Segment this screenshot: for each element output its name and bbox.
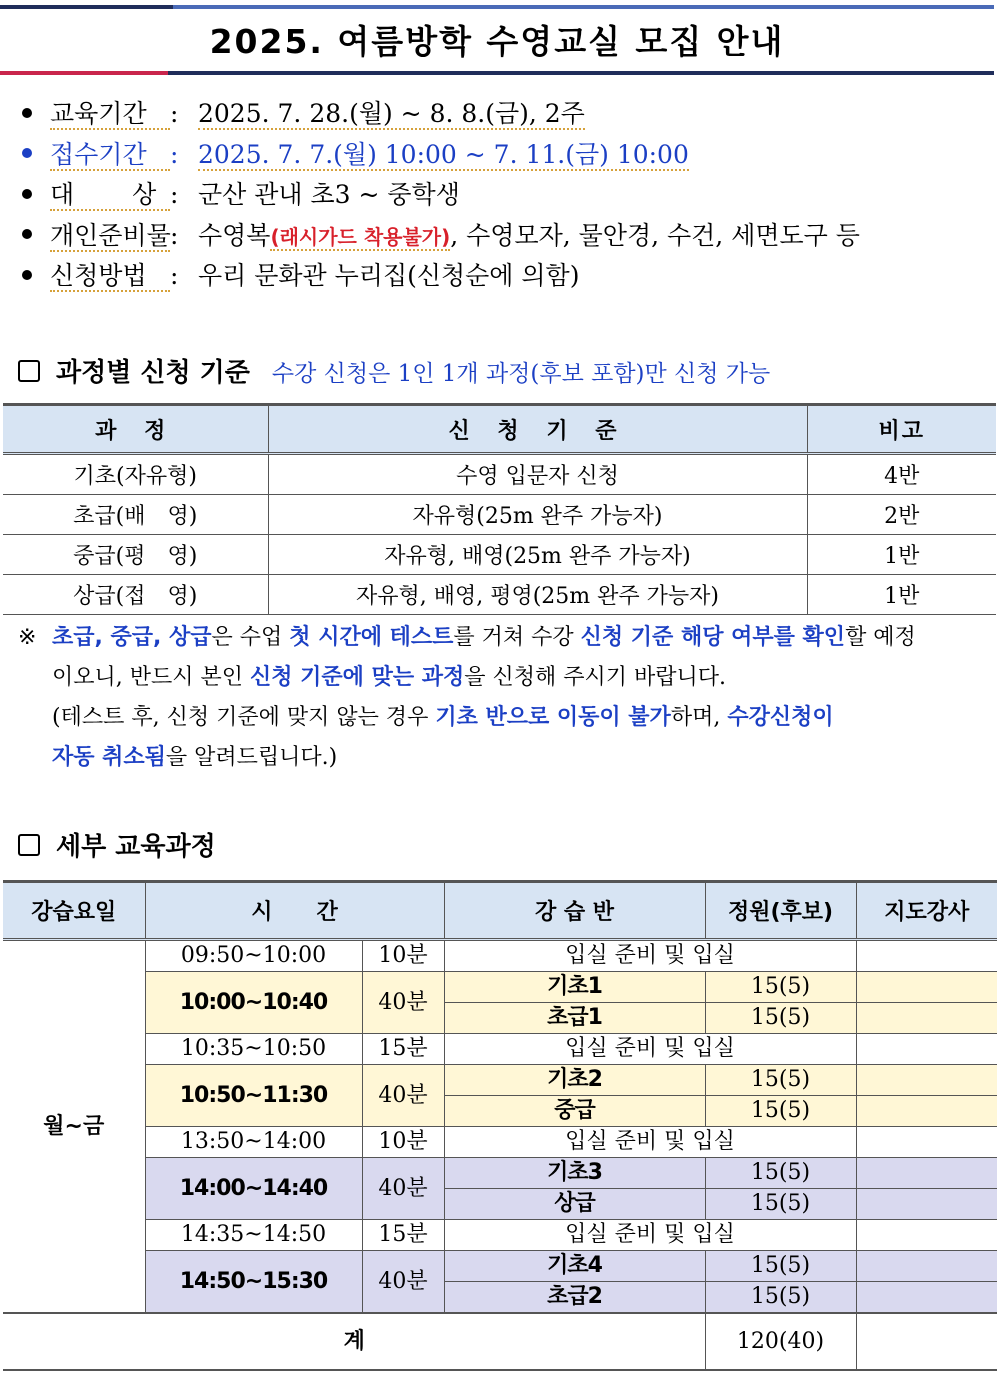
total-row: 계 120(40): [3, 1313, 997, 1370]
table-row: 월~금 09:50~10:00 10분 입실 준비 및 입실: [3, 940, 997, 972]
table-row: 10:50~11:30 40분 기초2 15(5): [3, 1065, 997, 1096]
table-row: 기초(자유형) 수영 입문자 신청 4반: [3, 454, 996, 495]
table-row: 초급1 15(5): [3, 1003, 997, 1034]
criteria-section-heading: 과정별 신청 기준 수강 신청은 1인 1개 과정(후보 포함)만 신청 가능: [18, 352, 770, 389]
info-list: [22, 94, 1002, 297]
info-item-target: 대 상 : 군산 관내 초3 ~ 중학생: [22, 175, 1002, 216]
table-row: 14:00~14:40 40분 기초3 15(5): [3, 1158, 997, 1189]
test-notice: ※ 초급, 중급, 상급은 수업 첫 시간에 테스트를 거쳐 수강 신청 기준 해당 여부를 확인할 예정 이오니, 반드시 본인 신청 기준에 맞는 과정을 신청해 주시기 바랍니다. (테스트 후, 신청 기준에 맞지 않는 경우 기초 반으로 이동이 불가하며, 수강신청이 자동 취소됨을 알려드립니다.): [18, 625, 916, 770]
table-row: 14:35~14:50 15분 입실 준비 및 입실: [3, 1220, 997, 1251]
table-header-row: 강습요일 시 간 강 습 반 정원(후보) 지도강사: [3, 882, 997, 940]
table-row: 10:35~10:50 15분 입실 준비 및 입실: [3, 1034, 997, 1065]
bullet-icon: [22, 270, 32, 280]
info-item-registration: 접수기간 : 2025. 7. 7.(월) 10:00 ~ 7. 11.(금) 10:00: [22, 135, 1002, 176]
criteria-table: [3, 403, 996, 615]
table-row: 중급(평 영) 자유형, 배영(25m 완주 가능자) 1반: [3, 535, 996, 575]
info-item-method: 신청방법 : 우리 문화관 누리집(신청순에 의함): [22, 256, 1002, 297]
info-item-period: 교육기간 : 2025. 7. 28.(월) ~ 8. 8.(금), 2주: [22, 94, 1002, 135]
schedule-table: [3, 880, 997, 1371]
table-row: 10:00~10:40 40분 기초1 15(5): [3, 972, 997, 1003]
table-row: 상급 15(5): [3, 1189, 997, 1220]
checkbox-square-icon: [18, 834, 40, 856]
table-row: 상급(접 영) 자유형, 배영, 평영(25m 완주 가능자) 1반: [3, 575, 996, 615]
bullet-icon: [22, 229, 32, 239]
bullet-icon: [22, 148, 32, 158]
table-row: 14:50~15:30 40분 기초4 15(5): [3, 1251, 997, 1282]
bullet-icon: [22, 189, 32, 199]
table-row: 중급 15(5): [3, 1096, 997, 1127]
page-title: 2025. 여름방학 수영교실 모집 안내: [209, 22, 785, 61]
table-row: 초급(배 영) 자유형(25m 완주 가능자) 2반: [3, 495, 996, 535]
day-cell: 월~금: [3, 940, 145, 1314]
table-row: 13:50~14:00 10분 입실 준비 및 입실: [3, 1127, 997, 1158]
title-banner: [0, 0, 994, 78]
table-row: 초급2 15(5): [3, 1282, 997, 1314]
info-item-supplies: 개인준비물: 수영복(래시가드 착용불가), 수영모자, 물안경, 수건, 세면도구 등: [22, 216, 1002, 257]
checkbox-square-icon: [18, 360, 40, 382]
detail-section-heading: 세부 교육과정: [18, 826, 216, 863]
table-header-row: 과 정 신 청 기 준 비고: [3, 405, 996, 454]
bullet-icon: [22, 108, 32, 118]
